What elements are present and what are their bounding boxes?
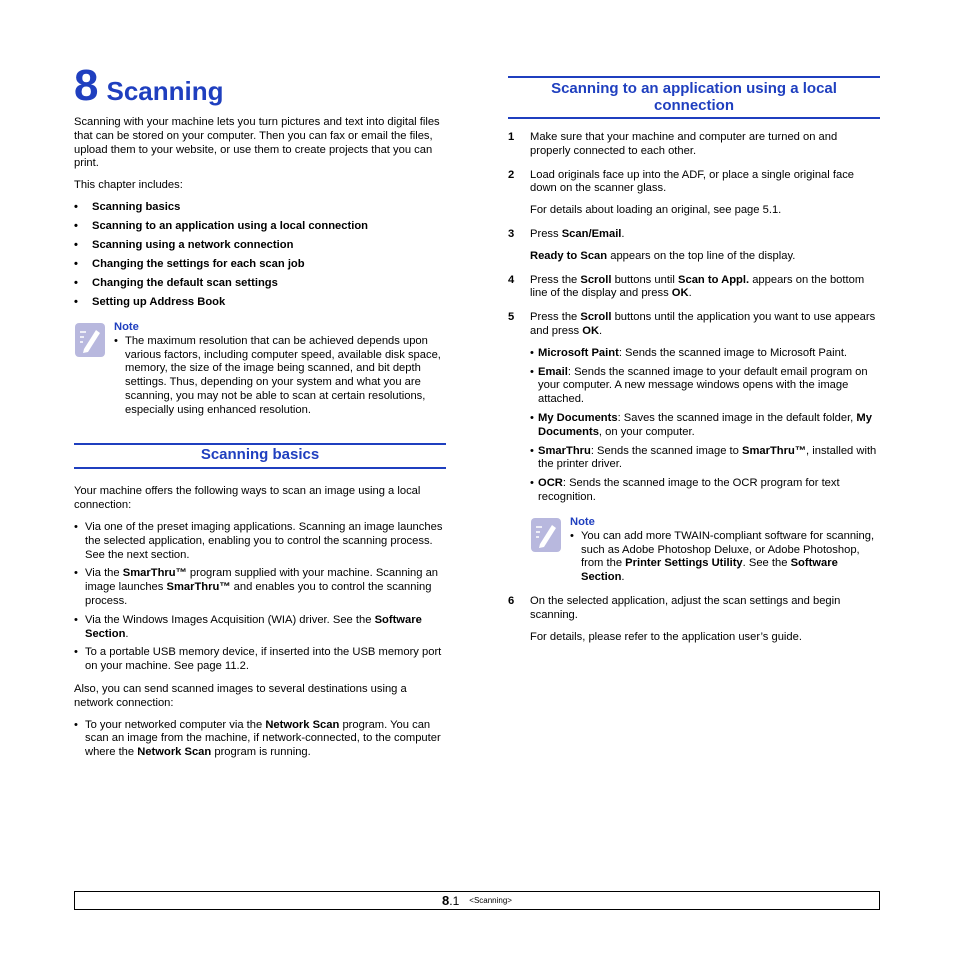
step-detail: For details about loading an original, see page 5.1. <box>530 204 782 217</box>
step-number: 1 <box>508 131 515 143</box>
toc-item[interactable]: • Setting up Address Book <box>74 296 446 310</box>
option-ocr: • OCR: Sends the scanned image to the OCR program for text recognition. <box>530 477 880 505</box>
right-column <box>508 76 880 654</box>
step-text: Press the Scroll buttons until Scan to Appl. appears on the bottom line of the display and press OK. <box>530 273 865 300</box>
step-text: On the selected application, adjust the scan settings and begin scanning. <box>530 594 841 621</box>
note-text: • The maximum resolution that can be achieved depends upon various factors, including computer speed, available disk space, memory, the size of the image being scanned, and bit depth settings. Thus, depending on your system and what you are scanning, you may not be able to scan at certain resolutions, especially using enhanced resolution. <box>114 335 446 418</box>
footer-chapter-label: <Scanning> <box>469 896 512 905</box>
page-footer <box>74 891 880 910</box>
basics-intro: Your machine offers the following ways to scan an image using a local connection: <box>74 485 421 512</box>
step-text: Press Scan/Email. <box>530 227 625 240</box>
left-column <box>74 61 446 769</box>
step-text: Make sure that your machine and computer are turned on and properly connected to each other. <box>530 131 838 157</box>
note-text: • You can add more TWAIN-compliant software for scanning, such as Adobe Photoshop Deluxe, or Adobe Photoshop, from the Printer Settings Utility. See the Software Section. <box>570 530 880 585</box>
resolution-note <box>74 320 446 418</box>
section-heading-scanning-basics: Scanning basics <box>74 443 446 469</box>
program-name: SmarThru™ <box>122 567 187 580</box>
page-number: 8.1 <box>442 893 460 908</box>
note-pencil-icon <box>74 322 106 358</box>
toc-item[interactable]: • Changing the settings for each scan job <box>74 258 446 272</box>
step-3 <box>508 228 880 264</box>
network-scan-list <box>74 719 446 760</box>
list-item: • Via the Windows Images Acquisition (WIA) driver. See the Software Section. <box>74 614 446 642</box>
reference-link: Software Section <box>85 613 422 640</box>
section-heading-scan-to-application: Scanning to an application using a local connection <box>508 76 880 119</box>
option-smarthru: • SmarThru: Sends the scanned image to SmarThru™, installed with the printer driver. <box>530 445 880 473</box>
program-name: Network Scan <box>137 746 212 759</box>
step-number: 2 <box>508 168 515 181</box>
toc-item[interactable]: • Scanning using a network connection <box>74 239 446 253</box>
step-number: 6 <box>508 594 515 607</box>
local-scan-methods-list <box>74 521 446 674</box>
option-email: • Email: Sends the scanned image to your default email program on your computer. A new message windows opens with the image attached. <box>530 366 880 407</box>
chapter-number: 8 <box>74 61 99 110</box>
step-text: Load originals face up into the ADF, or place a single original face down on the scanner glass. <box>530 168 855 195</box>
button-name: Scan/Email <box>561 227 622 240</box>
chapter-includes-label: This chapter includes: <box>74 179 183 192</box>
program-name: SmarThru™ <box>166 581 231 594</box>
option-my-documents: • My Documents: Saves the scanned image in the default folder, My Documents, on your computer. <box>530 412 880 440</box>
step-1 <box>508 131 880 159</box>
display-message: Ready to Scan <box>530 249 608 262</box>
list-item: • To your networked computer via the Network Scan program. You can scan an image from the machine, if network-connected, to the computer where the Network Scan program is running. <box>74 719 446 760</box>
note-title: Note <box>114 320 139 333</box>
step-detail: For details, please refer to the application user’s guide. <box>530 630 802 643</box>
program-name: Network Scan <box>265 718 340 731</box>
chapter-contents-list <box>74 201 446 310</box>
list-item: • Via the SmarThru™ program supplied with your machine. Scanning an image launches SmarThru™ and enables you to control the scanning process. <box>74 567 446 608</box>
step-2 <box>508 169 880 218</box>
toc-item[interactable]: • Scanning to an application using a local connection <box>74 220 446 234</box>
chapter-title <box>74 61 446 110</box>
list-item: • Via one of the preset imaging applications. Scanning an image launches the selected application, enabling you to control the scanning process. See the next section. <box>74 521 446 562</box>
step-number: 4 <box>508 273 515 286</box>
step-5 <box>508 311 880 585</box>
option-microsoft-paint: • Microsoft Paint: Sends the scanned image to Microsoft Paint. <box>530 347 880 361</box>
network-intro: Also, you can send scanned images to several destinations using a network connection: <box>74 683 407 709</box>
step-6 <box>508 595 880 644</box>
application-options-list <box>530 347 880 505</box>
step-number: 3 <box>508 227 515 240</box>
step-4 <box>508 274 880 302</box>
note-pencil-icon <box>530 517 562 553</box>
toc-item[interactable]: • Scanning basics <box>74 201 446 215</box>
step-detail: Ready to Scan appears on the top line of the display. <box>530 249 796 262</box>
note-title: Note <box>570 515 595 528</box>
chapter-name: Scanning <box>106 76 224 106</box>
list-item: • To a portable USB memory device, if inserted into the USB memory port on your machine. See page 11.2. <box>74 646 446 674</box>
step-number: 5 <box>508 311 515 324</box>
twain-note <box>530 515 880 585</box>
procedure-steps <box>508 131 880 644</box>
step-text: Press the Scroll buttons until the application you want to use appears and press OK. <box>530 311 876 337</box>
intro-paragraph: Scanning with your machine lets you turn pictures and text into digital files that can be stored on your computer. Then you can fax or email the files, upload them to your website, or use them to create projects that you can print. <box>74 116 440 170</box>
toc-item[interactable]: • Changing the default scan settings <box>74 277 446 291</box>
